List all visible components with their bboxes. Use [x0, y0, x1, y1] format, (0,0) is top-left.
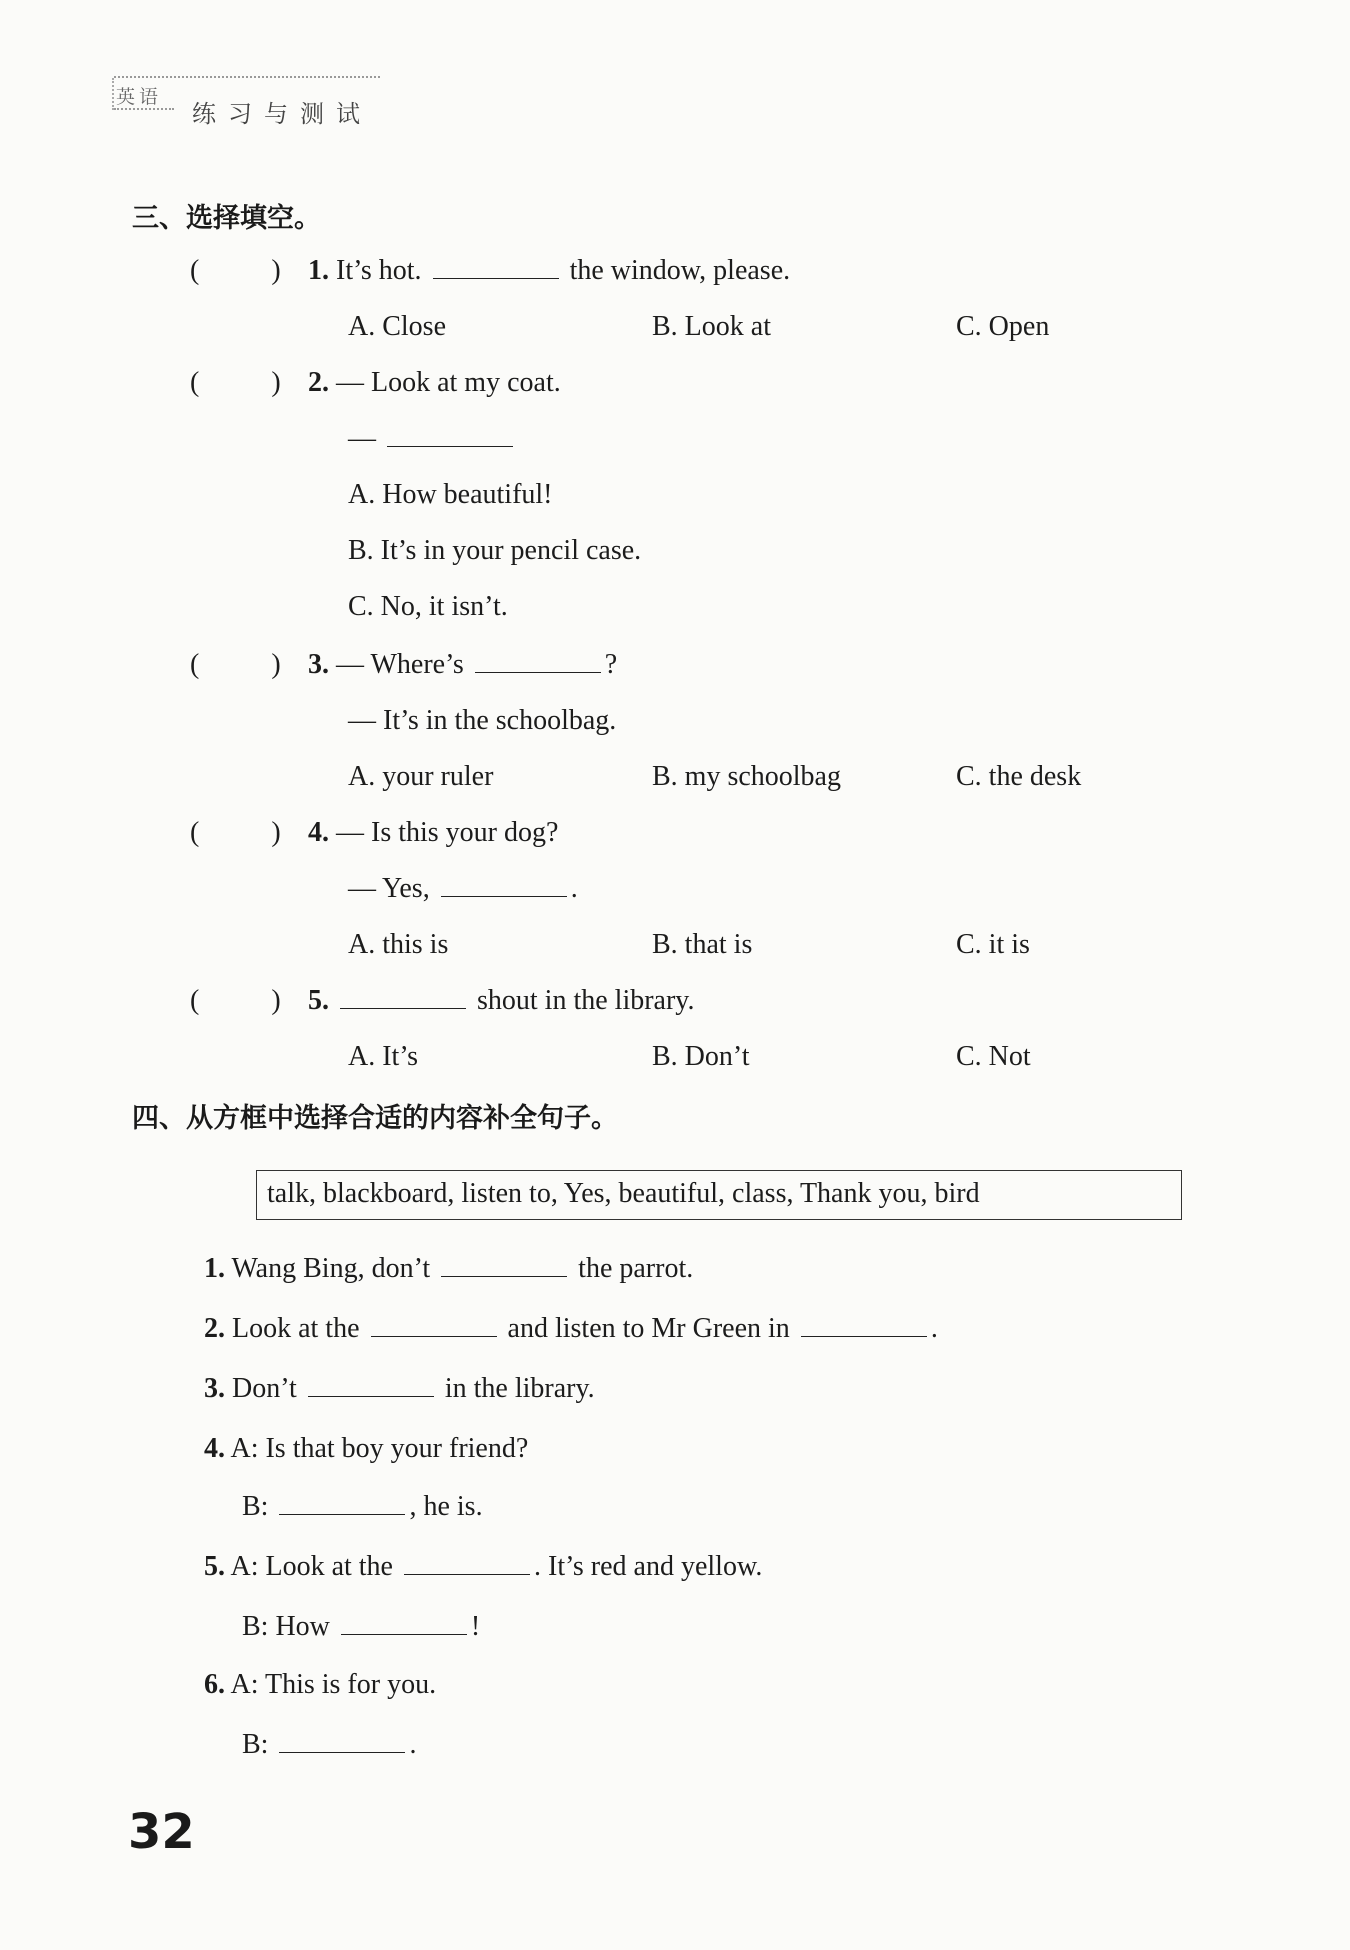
q2-answer-bracket[interactable]: ( )	[190, 367, 281, 398]
s4-text-a: A: Is that boy your friend?	[230, 1433, 529, 1464]
s3-line	[204, 1372, 595, 1406]
q5-option-c: C. Not	[956, 1041, 1031, 1072]
s6-line-a	[204, 1668, 436, 1702]
page-number: 32	[128, 1804, 195, 1860]
s4-text-after: , he is.	[409, 1491, 483, 1522]
s5-blank-1[interactable]	[404, 1554, 530, 1575]
s2-blank-1[interactable]	[371, 1316, 497, 1337]
q1-text-before: It’s hot.	[336, 255, 422, 286]
s4-blank[interactable]	[279, 1494, 405, 1515]
word-box: talk, blackboard, listen to, Yes, beautiful, class, Thank you, bird	[256, 1170, 1182, 1220]
q4-number: 4.	[308, 817, 329, 848]
header-subject: 英语	[116, 86, 163, 108]
header-dotted-divider	[112, 78, 114, 110]
q4-option-a: A. this is	[348, 929, 449, 960]
s3-number: 3.	[204, 1373, 225, 1404]
q3-blank[interactable]	[475, 652, 601, 673]
q5-answer-bracket[interactable]: ( )	[190, 985, 281, 1016]
q2-reply-line	[348, 422, 517, 456]
s5-b-after: !	[470, 1611, 481, 1642]
s2-blank-2[interactable]	[801, 1316, 927, 1337]
s1-line	[204, 1252, 693, 1286]
q1-option-a: A. Close	[348, 311, 446, 342]
s5-number: 5.	[204, 1551, 225, 1582]
s6-number: 6.	[204, 1669, 225, 1700]
section4-heading: 四、从方框中选择合适的内容补全句子。	[132, 1103, 618, 1134]
q1-number: 1.	[308, 255, 329, 286]
s3-text-after: in the library.	[444, 1373, 595, 1404]
q1-text-after: the window, please.	[569, 255, 791, 286]
s2-line	[204, 1312, 938, 1346]
s2-text-after: .	[930, 1313, 938, 1344]
q5-blank[interactable]	[340, 988, 466, 1009]
q4-option-c: C. it is	[956, 929, 1030, 960]
q3-option-b: B. my schoolbag	[652, 761, 841, 792]
q4-stem	[308, 816, 558, 850]
q2-option-a: A. How beautiful!	[348, 479, 553, 510]
q1-blank[interactable]	[433, 258, 559, 279]
header-subject-underline	[114, 108, 174, 110]
q5-option-a: A. It’s	[348, 1041, 418, 1072]
q3-option-a: A. your ruler	[348, 761, 494, 792]
q2-stem	[308, 366, 561, 400]
q4-line1: — Is this your dog?	[336, 817, 559, 848]
q5-option-b: B. Don’t	[652, 1041, 750, 1072]
q4-text-before: — Yes,	[348, 873, 430, 904]
s3-blank[interactable]	[308, 1376, 434, 1397]
q1-answer-bracket[interactable]: ( )	[190, 255, 281, 286]
q5-text-after: shout in the library.	[477, 985, 695, 1016]
s4-line-b	[242, 1490, 483, 1524]
q1-stem	[308, 254, 790, 288]
q2-blank[interactable]	[387, 426, 513, 447]
s2-text-before: Look at the	[232, 1313, 360, 1344]
s5-line-a	[204, 1550, 762, 1584]
q4-answer-bracket[interactable]: ( )	[190, 817, 281, 848]
s4-b-prefix: B:	[242, 1491, 269, 1522]
q1-option-b: B. Look at	[652, 311, 771, 342]
s6-text-a: A: This is for you.	[230, 1669, 437, 1700]
q2-dash: —	[348, 423, 376, 454]
q3-answer-bracket[interactable]: ( )	[190, 649, 281, 680]
q3-text-before: — Where’s	[336, 649, 464, 680]
s1-blank[interactable]	[441, 1256, 567, 1277]
header-dotted-rule	[114, 76, 380, 78]
q4-reply-line	[348, 872, 578, 906]
s5-b-prefix: B: How	[242, 1611, 330, 1642]
q2-option-c: C. No, it isn’t.	[348, 591, 508, 622]
q3-line2: — It’s in the schoolbag.	[348, 705, 617, 736]
s1-number: 1.	[204, 1253, 225, 1284]
s6-blank[interactable]	[279, 1732, 405, 1753]
q3-number: 3.	[308, 649, 329, 680]
s5-line-b	[242, 1610, 480, 1644]
q2-number: 2.	[308, 367, 329, 398]
q4-text-after: .	[570, 873, 578, 904]
q4-blank[interactable]	[441, 876, 567, 897]
q1-option-c: C. Open	[956, 311, 1050, 342]
q3-text-after: ?	[604, 649, 618, 680]
q5-stem	[308, 984, 694, 1018]
s3-text-before: Don’t	[232, 1373, 297, 1404]
s1-text-after: the parrot.	[578, 1253, 694, 1284]
q4-option-b: B. that is	[652, 929, 753, 960]
q3-stem	[308, 648, 617, 682]
s5-text-after: . It’s red and yellow.	[534, 1551, 763, 1582]
section3-heading: 三、选择填空。	[132, 203, 321, 234]
header-title: 练习与测试	[192, 100, 372, 128]
q2-option-b: B. It’s in your pencil case.	[348, 535, 642, 566]
q2-line1: — Look at my coat.	[336, 367, 561, 398]
s4-number: 4.	[204, 1433, 225, 1464]
s6-text-after: .	[409, 1729, 417, 1760]
s6-line-b	[242, 1728, 416, 1762]
s2-text-mid: and listen to Mr Green in	[507, 1313, 790, 1344]
q3-option-c: C. the desk	[956, 761, 1082, 792]
q5-number: 5.	[308, 985, 329, 1016]
s4-line-a	[204, 1432, 528, 1466]
s1-text-before: Wang Bing, don’t	[231, 1253, 431, 1284]
s6-b-prefix: B:	[242, 1729, 269, 1760]
s5-text-before: A: Look at the	[230, 1551, 393, 1582]
s5-blank-2[interactable]	[341, 1614, 467, 1635]
s2-number: 2.	[204, 1313, 225, 1344]
